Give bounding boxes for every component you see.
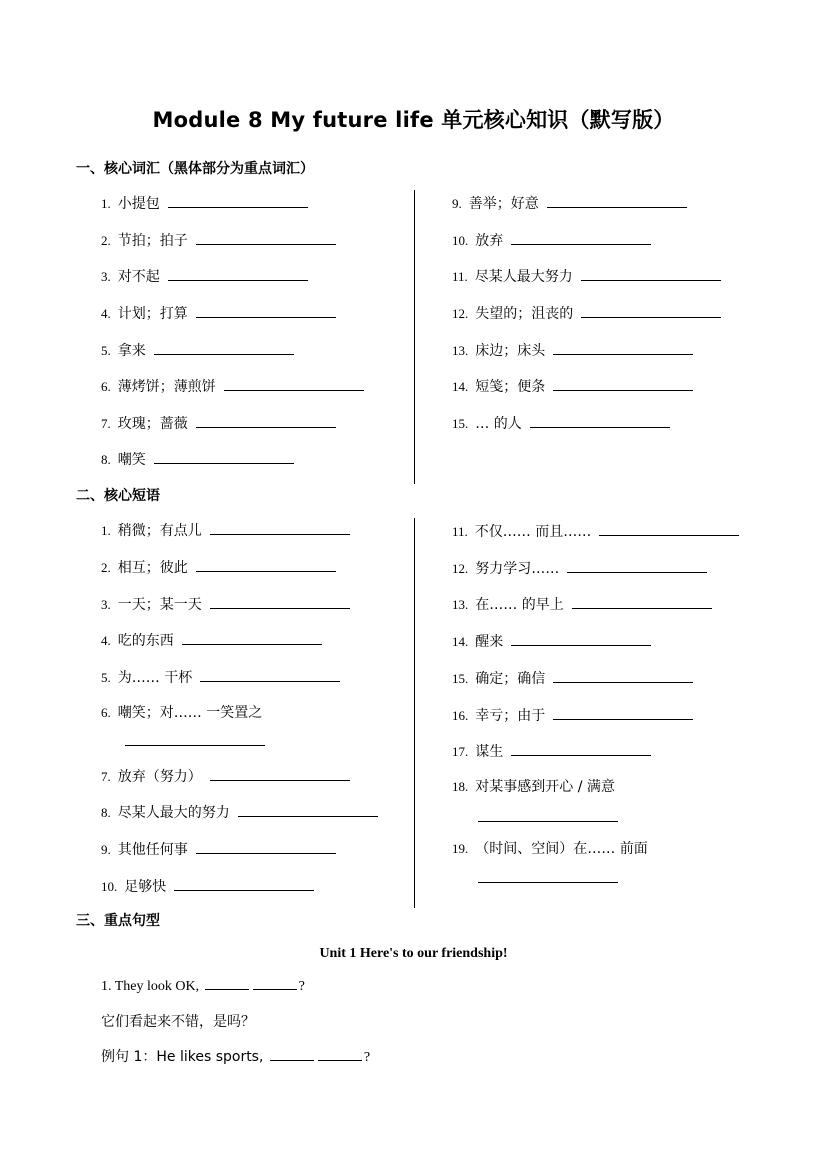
vocab-item: 5. 拿来: [101, 340, 294, 360]
example-sentence-1: 例句 1：He likes sports, ?: [101, 1049, 371, 1065]
answer-blank[interactable]: [210, 766, 350, 781]
answer-blank[interactable]: [238, 802, 378, 817]
phrase-item: 14. 醒来: [452, 631, 651, 651]
answer-blank[interactable]: [200, 667, 340, 682]
answer-blank[interactable]: [174, 876, 314, 891]
answer-blank[interactable]: [196, 230, 336, 245]
answer-blank[interactable]: [205, 977, 249, 990]
phrase-item: 17. 谋生: [452, 741, 651, 761]
vocab-item: 1. 小提包: [101, 193, 308, 213]
phrase-item: 3. 一天；某一天: [101, 594, 350, 614]
phrase-item: 8. 尽某人最大的努力: [101, 802, 378, 822]
column-divider: [414, 518, 415, 908]
answer-blank[interactable]: [567, 558, 707, 573]
vocab-item: 13. 床边；床头: [452, 340, 693, 360]
phrase-item: 19. （时间、空间）在…… 前面: [452, 841, 648, 857]
vocab-item: 14. 短笺；便条: [452, 376, 693, 396]
sentence-1-translation: 它们看起来不错，是吗？: [101, 1014, 255, 1030]
phrase-item: 5. 为…… 干杯: [101, 667, 340, 687]
answer-blank[interactable]: [210, 594, 350, 609]
section-heading-sentences: 三、重点句型: [76, 913, 160, 929]
answer-blank[interactable]: [318, 1048, 362, 1061]
vocab-item: 9. 善举；好意: [452, 193, 687, 213]
sentence-1: 1. They look OK, ?: [101, 979, 305, 994]
vocab-item: 12. 失望的；沮丧的: [452, 303, 721, 323]
phrase-item: 7. 放弃（努力）: [101, 766, 350, 786]
unit-title: Unit 1 Here's to our friendship!: [319, 946, 508, 961]
answer-blank[interactable]: [270, 1048, 314, 1061]
phrase-item: 15. 确定；确信: [452, 668, 693, 688]
answer-blank[interactable]: [478, 821, 618, 822]
answer-blank[interactable]: [154, 449, 294, 464]
answer-blank[interactable]: [581, 266, 721, 281]
answer-blank[interactable]: [530, 413, 670, 428]
answer-blank[interactable]: [196, 557, 336, 572]
phrase-item: 11. 不仅…… 而且……: [452, 521, 739, 541]
phrase-item: 13. 在…… 的早上: [452, 594, 712, 614]
answer-blank[interactable]: [168, 193, 308, 208]
vocab-item: 3. 对不起: [101, 266, 308, 286]
answer-blank[interactable]: [553, 376, 693, 391]
vocab-item: 2. 节拍；拍子: [101, 230, 336, 250]
phrase-item: 18. 对某事感到开心 / 满意: [452, 779, 615, 795]
vocab-item: 8. 嘲笑: [101, 449, 294, 469]
phrase-item: 16. 幸亏；由于: [452, 705, 693, 725]
answer-blank[interactable]: [196, 413, 336, 428]
vocab-item: 6. 薄烤饼；薄煎饼: [101, 376, 364, 396]
answer-blank[interactable]: [196, 303, 336, 318]
answer-blank[interactable]: [572, 594, 712, 609]
answer-blank[interactable]: [581, 303, 721, 318]
answer-blank[interactable]: [553, 705, 693, 720]
vocab-item: 11. 尽某人最大努力: [452, 266, 721, 286]
answer-blank[interactable]: [182, 630, 322, 645]
answer-blank[interactable]: [210, 520, 350, 535]
phrase-item: 4. 吃的东西: [101, 630, 322, 650]
phrase-item: 2. 相互；彼此: [101, 557, 336, 577]
answer-blank[interactable]: [511, 631, 651, 646]
answer-blank[interactable]: [154, 340, 294, 355]
phrase-item: 12. 努力学习……: [452, 558, 707, 578]
answer-blank[interactable]: [599, 521, 739, 536]
answer-blank[interactable]: [224, 376, 364, 391]
section-heading-phrases: 二、核心短语: [76, 488, 160, 504]
vocab-item: 15. … 的人: [452, 413, 670, 433]
answer-blank[interactable]: [478, 882, 618, 883]
phrase-item: 6. 嘲笑；对…… 一笑置之: [101, 705, 263, 721]
phrase-item: 9. 其他任何事: [101, 839, 336, 859]
answer-blank[interactable]: [511, 741, 651, 756]
vocab-item: 10. 放弃: [452, 230, 651, 250]
answer-blank[interactable]: [125, 745, 265, 746]
answer-blank[interactable]: [547, 193, 687, 208]
section-heading-vocabulary: 一、核心词汇（黑体部分为重点词汇）: [76, 161, 314, 177]
phrase-item: 10. 足够快: [101, 876, 314, 896]
answer-blank[interactable]: [253, 977, 297, 990]
answer-blank[interactable]: [196, 839, 336, 854]
answer-blank[interactable]: [168, 266, 308, 281]
phrase-item: 1. 稍微；有点儿: [101, 520, 350, 540]
answer-blank[interactable]: [553, 668, 693, 683]
vocab-item: 7. 玫瑰；蔷薇: [101, 413, 336, 433]
answer-blank[interactable]: [511, 230, 651, 245]
answer-blank[interactable]: [553, 340, 693, 355]
column-divider: [414, 190, 415, 484]
vocab-item: 4. 计划；打算: [101, 303, 336, 323]
page-title: Module 8 My future life 单元核心知识（默写版）: [152, 108, 675, 132]
